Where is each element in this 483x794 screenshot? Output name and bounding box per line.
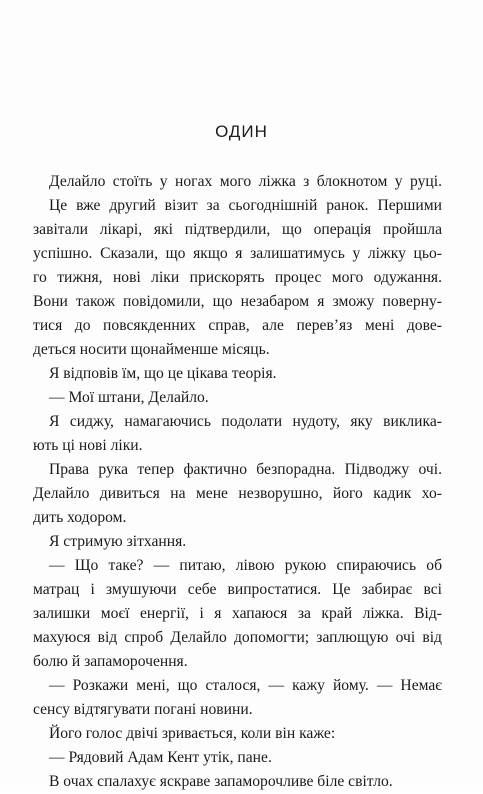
text-line: Я відповів їм, що це цікава теорія. [49,365,277,382]
text-line: го тижня, нові ліки прискорять процес мого одужання. [33,269,442,286]
text-line: Делайло дивиться на мене незворушно, його кадик хо- [33,485,442,502]
text-line: дить ходором. [33,509,127,526]
text-line: тися до повсякденних справ, але перев’яз мені дове- [33,317,442,334]
text-line: — Рядовий Адам Кент утік, пане. [49,749,272,766]
text-line: сенсу відтягувати погані новини. [33,701,253,718]
text-line: успішно. Сказали, що якщо я залишатимусь у ліжку цьо- [33,245,442,262]
text-line: Права рука тепер фактично безпорадна. Підводжу очі. [49,461,442,478]
text-line: болю й запаморочення. [33,653,188,670]
text-line: ють ці нові ліки. [33,437,143,454]
text-line: — Що таке? — питаю, лівою рукою спираючись об [49,557,442,574]
text-line: матрац і змушуючи себе випростатися. Це забирає всі [33,581,442,598]
text-line: Його голос двічі зривається, коли він каже: [49,725,336,742]
text-line: махуюся від спроб Делайло допомогти; заплющую очі від [33,629,442,646]
text-line: залишки моєї енергії, і я хапаюся за край ліжка. Від- [33,605,442,622]
text-line: деться носити щонайменше місяць. [33,341,270,358]
chapter-title: ОДИН [215,122,268,141]
chapter-body [33,170,442,794]
text-line: — Розкажи мені, що сталося, — кажу йому. — Немає [49,677,442,694]
text-line: завітали лікарі, які підтвердили, що операція пройшла [33,221,442,238]
text-line: — Мої штани, Делайло. [49,389,209,406]
text-line: В очах спалахує яскраве запаморочливе біле світло. [49,773,393,790]
text-line: Делайло стоїть у ногах мого ліжка з блокнотом у руці. [49,173,442,190]
text-line: Я сиджу, намагаючись подолати нудоту, яку виклика- [49,413,442,430]
text-line: Це вже другий візит за сьогоднішній ранок. Першими [49,197,442,214]
text-line: Вони також повідомили, що незабаром я зможу поверну- [33,293,442,310]
text-line: Я стримую зітхання. [49,533,187,550]
